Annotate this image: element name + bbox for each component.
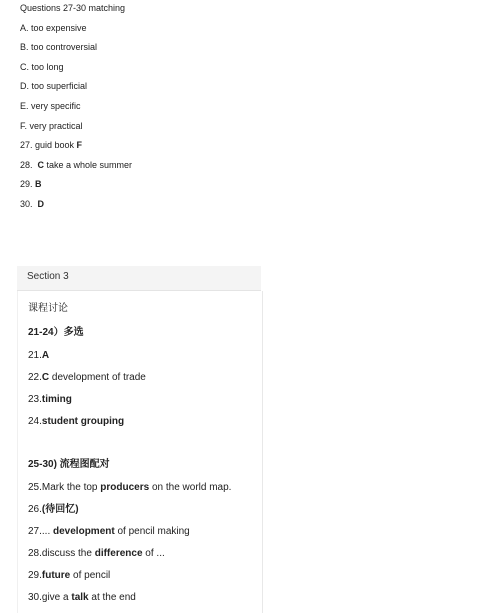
section-header [17, 266, 261, 291]
option-f: F. very practical [20, 121, 83, 131]
q30: 30.give a talk at the end [28, 592, 136, 603]
option-c: C. too long [20, 62, 64, 72]
group1-title: 21-24）多选 [28, 327, 84, 338]
group2-title: 25-30) 流程图配对 [28, 459, 110, 470]
option-e: E. very specific [20, 101, 81, 111]
option-a: A. too expensive [20, 23, 87, 33]
q21: 21.A [28, 350, 50, 361]
answer-27: 27. guid book F [20, 140, 83, 150]
q27: 27.... development of pencil making [28, 526, 190, 537]
answer-28: 28. C take a whole summer [20, 160, 133, 170]
matching-title: Questions 27-30 matching [20, 3, 126, 13]
answer-29: 29. B [20, 179, 42, 189]
q26: 26.(待回忆) [28, 504, 79, 515]
option-b: B. too controversial [20, 42, 98, 52]
q25: 25.Mark the top producers on the world map. [28, 482, 232, 493]
q24: 24.student grouping [28, 416, 125, 427]
q22: 22.C development of trade [28, 372, 146, 383]
q29: 29.future of pencil [28, 570, 111, 581]
section-title: Section 3 [27, 271, 69, 282]
answer-30: 30. D [20, 199, 45, 209]
q28: 28.discuss the difference of ... [28, 548, 165, 559]
option-d: D. too superficial [20, 81, 88, 91]
section-body [17, 291, 263, 613]
topic-title: 课程讨论 [28, 303, 68, 314]
q23: 23.timing [28, 394, 72, 405]
